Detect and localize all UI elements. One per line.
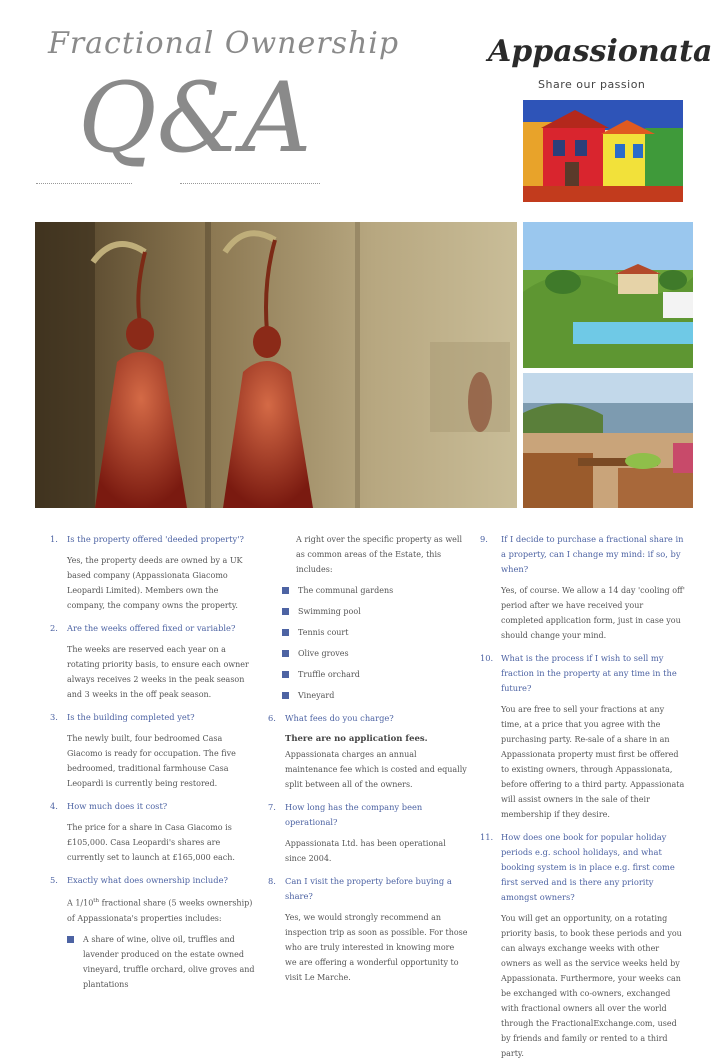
answer-11: You will get an opportunity, on a rotating priority basis, to book these periods and you can always exchange weeks with other owners as well as the service weeks held by Appassionata. Furthermore, your weeks can be exchanged with co-owners, exchanged with fractional owners all over the world through the FractionalExchange.com, used by friends and family or rented to a third party. [501,914,682,1058]
answer-5: A 1/10th fractional share (5 weeks ownership) of Appassionata's properties includes: [67,898,253,923]
page-title: Fractional Ownership [48,26,400,61]
divider-right [180,183,320,184]
question-11: 11. How does one book for popular holiday periods e.g. school holidays, and what booking system is in place e.g. first come first served and is there any priority amongst owners? [480,832,675,902]
answer-2: The weeks are reserved each year on a rotating priority basis, to ensure each owner always receives 2 weeks in the peak season and 3 weeks in the off peak season. [67,645,249,699]
question-3: 3. Is the building completed yet? [50,712,195,722]
bullet-intro: A right over the specific property as well as common areas of the Estate, this includes: [296,535,463,574]
answer-6: Appassionata charges an annual maintenance fee which is costed and equally split between all of the owners. [285,750,467,789]
brand-logo [488,34,713,91]
answer-4: The price for a share in Casa Giacomo is £105,000. Casa Leopardi's shares are currently set to launch at £165,000 each. [67,823,235,862]
bullet-item: A share of wine, olive oil, truffles and lavender produced on the estate owned vineyard, truffle orchard, olive groves and plantations [50,932,255,992]
brand-name: Appassionata [488,34,713,69]
bullet-item: The communal gardens [268,583,468,598]
faq-column-1 [50,532,255,992]
photo-villa-pool [523,222,693,368]
bullet-item: Truffle orchard [268,667,468,682]
answer-7: Appassionata Ltd. has been operational since 2004. [285,839,446,863]
faq-column-2 [268,532,468,985]
answer-3: The newly built, four bedroomed Casa Giacomo is ready for occupation. The five bedroomed, traditional farmhouse Casa Leopardi is currently being restored. [67,734,236,788]
bullet-item: Vineyard [268,688,468,703]
bullet-item: Olive groves [268,646,468,661]
bullet-item: Tennis court [268,625,468,640]
question-10: 10. What is the process if I wish to sell my fraction in the property at any time in the future? [480,653,677,693]
question-7: 7. How long has the company been operational? [268,802,423,827]
bullet-item: Swimming pool [268,604,468,619]
question-9: 9. If I decide to purchase a fractional share in a property, can I change my mind: if so, by when? [480,534,684,574]
answer-10: You are free to sell your fractions at any time, at a price that you agree with the purchasing party. Re-sale of a share in an Appassionata property must first be offered to existing owners, through Appassionata, before offering to a third party. Appassionata will assist owners in the sale of their membership if they desire. [501,705,685,819]
brand-painting [523,100,683,202]
photo-terrace [523,373,693,508]
question-6: 6. What fees do you charge? [268,713,394,723]
page-subtitle: Q&A [78,62,312,174]
answer-6-highlight: There are no application fees. [285,734,428,744]
question-4: 4. How much does it cost? [50,801,168,811]
brand-tagline: Share our passion [538,78,646,91]
question-2: 2. Are the weeks offered fixed or variable? [50,623,236,633]
question-5: 5. Exactly what does ownership include? [50,875,228,885]
question-8: 8. Can I visit the property before buying a share? [268,876,452,901]
faq-column-3 [480,532,685,1061]
answer-9: Yes, of course. We allow a 14 day 'cooling off' period after we have received your completed application form, just in case you should change your mind. [501,586,685,640]
photo-door-tassels [35,222,517,508]
answer-1: Yes, the property deeds are owned by a UK based company (Appassionata Giacomo Leopardi Limited). Members own the company, the company owns the property. [67,556,243,610]
divider-left [36,183,132,184]
answer-8: Yes, we would strongly recommend an inspection trip as soon as possible. For those who are truly interested in knowing more we are offering a wonderful opportunity to visit Le Marche. [285,913,468,982]
question-1: 1. Is the property offered 'deeded property'? [50,534,244,544]
